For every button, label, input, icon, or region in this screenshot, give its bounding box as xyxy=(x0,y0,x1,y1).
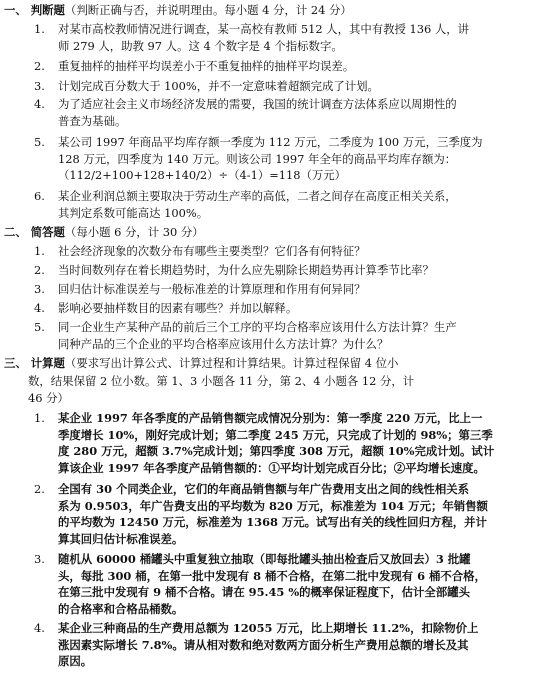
section-title: 三、 计算题 xyxy=(4,356,65,370)
question-text-line: 系为 0.9503，年广告费支出的平均数为 820 万元，标准差为 104 万元；年销售额 xyxy=(58,498,488,513)
question-text-line: 的合格率和合格品桶数。 xyxy=(58,601,184,616)
question-number: 4. xyxy=(34,621,45,635)
question-number: 4. xyxy=(34,301,45,315)
section-instructions: （每小题 6 分，计 30 分） xyxy=(64,225,204,239)
question-text-line: 社会经济现象的次数分布有哪些主要类型？它们各有何特征？ xyxy=(58,244,366,258)
question-number: 3. xyxy=(34,552,45,566)
instruction-text-line: 46 分） xyxy=(28,390,69,405)
question-text-line: 随机从 60000 桶罐头中重复独立抽取（即每批罐头抽出检查后又放回去）3 批罐 xyxy=(58,552,471,566)
question-text-line: 季度增长 10%，刚好完成计划；第二季度 245 万元，只完成了计划的 98%；第三季 xyxy=(58,427,493,442)
question-text-line: 师 279 人，助教 97 人。这 4 个数字是 4 个指标数字。 xyxy=(58,38,343,53)
question-text-line: 某公司 1997 年商品平均库存额一季度为 112 万元，二季度为 100 万元，三季度为 xyxy=(58,135,483,149)
question-number: 2. xyxy=(34,482,45,496)
question-text-line: 在第三批中发现有 9 桶不合格。请在 95.45 %的概率保证程度下，估计全部罐头 xyxy=(58,585,470,600)
question-number: 5. xyxy=(34,320,45,334)
question-text-line: 的平均数为 12450 万元，标准差为 1368 万元。试写出有关的线性回归方程，并计 xyxy=(58,515,487,530)
question-text-line: 为了适应社会主义市场经济发展的需要，我国的统计调查方法体系应以周期性的 xyxy=(58,97,457,111)
instruction-text-line: 数，结果保留 2 位小数。第 1、3 小题各 11 分，第 2、4 小题各 12 分，计 xyxy=(28,374,415,388)
question-text-line: 重复抽样的抽样平均误差小于不重复抽样的抽样平均误差。 xyxy=(58,59,355,73)
question-number: 5. xyxy=(34,135,45,149)
question-text-line: 全国有 30 个同类企业，它们的年商品销售额与年广告费用支出之间的线性相关系 xyxy=(58,482,470,496)
section-title: 一、 判断题 xyxy=(4,3,65,17)
question-number: 3. xyxy=(34,79,45,93)
question-text-line: （112/2+100+128+140/2）÷（4-1）=118（万元） xyxy=(58,168,347,183)
question-number: 1. xyxy=(34,244,45,258)
question-text-line: 当时间数列存在着长期趋势时，为什么应先剔除长期趋势再计算季节比率？ xyxy=(58,263,434,277)
section-instructions: （判断正确与否，并说明理由。每小题 4 分，计 24 分） xyxy=(64,3,352,17)
question-text-line: 原因。 xyxy=(58,654,93,669)
question-text-line: 涨因素实际增长 7.8%。请从相对数和绝对数两方面分析生产费用总额的增长及其 xyxy=(58,637,469,652)
question-text-line: 某企业利润总额主要取决于劳动生产率的高低，二者之间存在高度正相关关系， xyxy=(58,189,457,203)
question-text-line: 同一企业生产某种产品的前后三个工序的平均合格率应该用什么方法计算？生产 xyxy=(58,320,457,334)
question-text-line: 度 280 万元，超额 3.7%完成计划；第四季度 308 万元，超额 10%完成计划。试计 xyxy=(58,444,495,459)
question-number: 3. xyxy=(34,282,45,296)
question-number: 2. xyxy=(34,263,45,277)
question-text-line: 普查为基础。 xyxy=(58,113,127,128)
question-number: 4. xyxy=(34,97,45,111)
question-text-line: 某企业三种商品的生产费用总额为 12055 万元，比上期增长 11.2%，扣除物价上 xyxy=(58,621,479,635)
question-number: 2. xyxy=(34,59,45,73)
section-instructions: （要求写出计算公式、计算过程和计算结果。计算过程保留 4 位小 xyxy=(64,356,399,370)
question-text-line: 头，每批 300 桶，在第一批中发现有 8 桶不合格，在第二批中发现有 6 桶不合格， xyxy=(58,568,486,583)
question-text-line: 128 万元，四季度为 140 万元。则该公司 1997 年全年的商品平均库存额为： xyxy=(58,151,457,166)
question-number: 6. xyxy=(34,189,45,203)
question-text-line: 某企业 1997 年各季度的产品销售额完成情况分别为：第一季度 220 万元，比上一 xyxy=(58,411,483,425)
question-number: 1. xyxy=(34,411,45,425)
section-heading-judgment xyxy=(4,2,352,19)
question-text-line: 影响必要抽样数目的因素有哪些？并加以解释。 xyxy=(58,301,298,315)
question-text-line: 计划完成百分数大于 100%，并不一定意味着超额完成了计划。 xyxy=(58,79,379,93)
section-heading-short-answer xyxy=(4,224,204,241)
question-text-line: 同种产品的三个企业的平均合格率应该用什么方法计算？为什么？ xyxy=(58,336,389,351)
section-heading-calculation xyxy=(4,355,398,372)
question-text-line: 算其回归估计标准误差。 xyxy=(58,531,184,546)
question-text-line: 其判定系数可能高达 100%。 xyxy=(58,205,209,220)
question-text-line: 算该企业 1997 年各季度产品销售额的：①平均计划完成百分比；②平均增长速度。 xyxy=(58,460,485,475)
question-text-line: 回归估计标准误差与一般标准差的计算原理和作用有何异同？ xyxy=(58,282,366,296)
section-title: 二、 简答题 xyxy=(4,225,65,239)
question-number: 1. xyxy=(34,22,45,36)
question-text-line: 对某市高校教师情况进行调查，某一高校有教师 512 人，其中有教授 136 人，讲 xyxy=(58,22,470,36)
